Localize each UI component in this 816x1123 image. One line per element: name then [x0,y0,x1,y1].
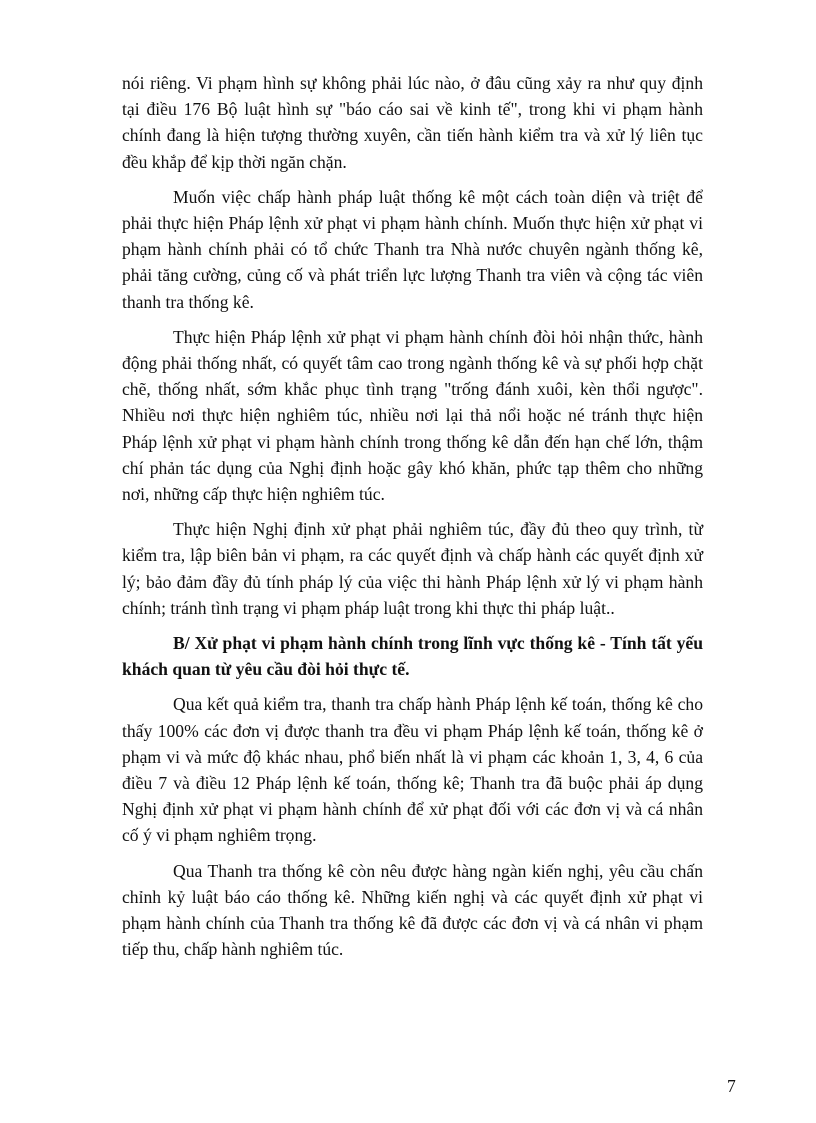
paragraph-ordinance-implementation: Thực hiện Pháp lệnh xử phạt vi phạm hành chính đòi hỏi nhận thức, hành động phải thống nhất, có quyết tâm cao trong ngành thống kê và sự phối hợp chặt chẽ, thống nhất, sớm khắc phục tình trạng "trống đánh xuôi, kèn thổi ngược". Nhiều nơi thực hiện nghiêm túc, nhiều nơi lại thả nổi hoặc né tránh thực hiện Pháp lệnh xử phạt vi phạm hành chính trong thống kê dẫn đến hạn chế lớn, thậm chí phản tác dụng của Nghị định hoặc gây khó khăn, phức tạp thêm cho những nơi, những cấp thực hiện nghiêm túc. [122,326,703,505]
paragraph-statistics-law-compliance: Muốn việc chấp hành pháp luật thống kê một cách toàn diện và triệt để phải thực hiện Pháp lệnh xử phạt vi phạm hành chính. Muốn thực hiện xử phạt vi phạm hành chính phải có tổ chức Thanh tra Nhà nước chuyên ngành thống kê, phải tăng cường, củng cố và phát triển lực lượng Thanh tra viên và cộng tác viên thanh tra thống kê. [122,186,703,312]
document-page [122,70,703,972]
section-heading-b: B/ Xử phạt vi phạm hành chính trong lĩnh vực thống kê - Tính tất yếu khách quan từ yêu cầu đòi hỏi thực tế. [122,633,703,680]
paragraph-inspection-results: Qua kết quả kiểm tra, thanh tra chấp hành Pháp lệnh kế toán, thống kê cho thấy 100% các đơn vị được thanh tra đều vi phạm Pháp lệnh kế toán, thống kê ở phạm vi và mức độ khác nhau, phổ biến nhất là vi phạm các khoản 1, 3, 4, 6 của điều 7 và điều 12 Pháp lệnh kế toán, thống kê; Thanh tra đã buộc phải áp dụng Nghị định xử phạt vi phạm hành chính để xử phạt đối với các đơn vị và cá nhân cố ý vi phạm nghiêm trọng. [122,694,703,846]
page-number: 7 [727,1076,736,1096]
paragraph-continuation: nói riêng. Vi phạm hình sự không phải lúc nào, ở đâu cũng xảy ra như quy định tại điều 176 Bộ luật hình sự "báo cáo sai về kinh tế", trong khi vi phạm hành chính đang là hiện tượng thường xuyên, cần tiến hành kiểm tra và xử lý liên tục đều khắp để kịp thời ngăn chặn. [122,73,703,172]
paragraph-decree-implementation: Thực hiện Nghị định xử phạt phải nghiêm túc, đầy đủ theo quy trình, từ kiểm tra, lập biên bản vi phạm, ra các quyết định và chấp hành các quyết định xử lý; bảo đảm đầy đủ tính pháp lý của việc thi hành Pháp lệnh xử lý vi phạm hành chính; tránh tình trạng vi phạm pháp luật trong khi thực thi pháp luật.. [122,519,703,618]
paragraph-recommendations: Qua Thanh tra thống kê còn nêu được hàng ngàn kiến nghị, yêu cầu chấn chỉnh kỷ luật báo cáo thống kê. Những kiến nghị và các quyết định xử phạt vi phạm hành chính của Thanh tra thống kê đã được các đơn vị và cá nhân vi phạm tiếp thu, chấp hành nghiêm túc. [122,860,703,960]
